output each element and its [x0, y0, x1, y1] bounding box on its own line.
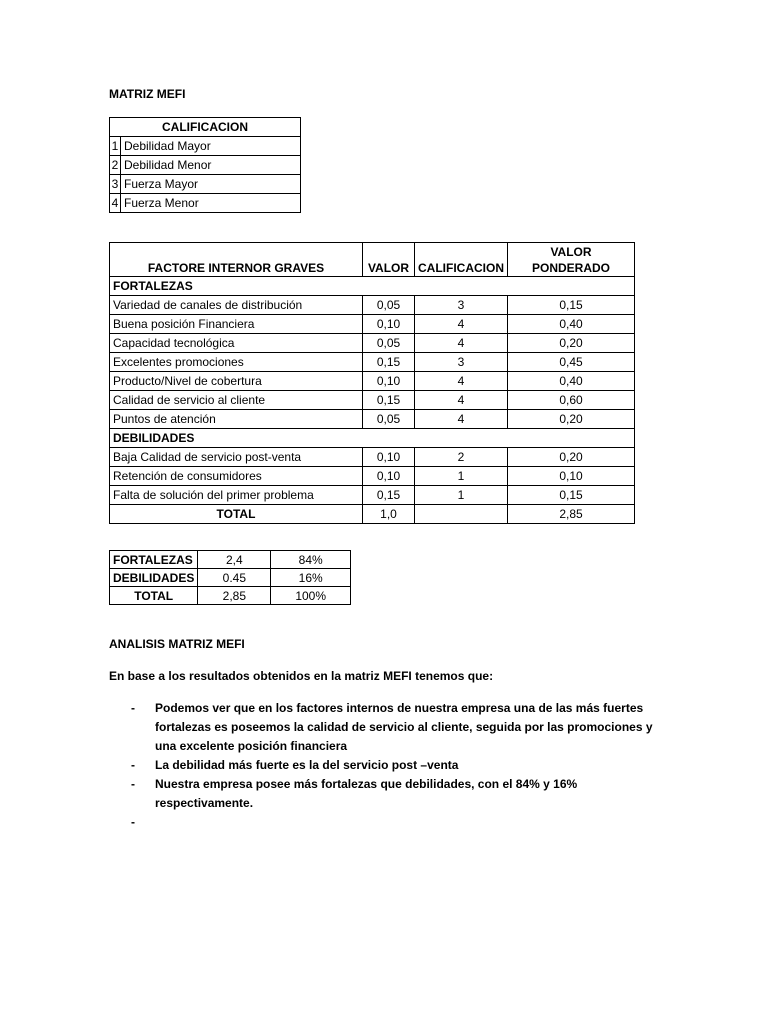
factor-cell: Puntos de atención	[110, 410, 363, 429]
section-label-fortalezas: FORTALEZAS	[110, 277, 635, 296]
calificacion-cell: 3	[415, 296, 508, 315]
analysis-bullet-list	[109, 699, 659, 832]
table-row	[110, 315, 635, 334]
table-row	[110, 194, 301, 213]
rating-number: 3	[110, 175, 121, 194]
valor-cell: 0,05	[363, 296, 415, 315]
table-header-row	[110, 118, 301, 137]
valor-cell: 0,10	[363, 315, 415, 334]
summary-table	[109, 550, 351, 605]
table-row	[110, 486, 635, 505]
calificacion-cell: 1	[415, 467, 508, 486]
valor-cell: 0,05	[363, 410, 415, 429]
list-item	[109, 699, 659, 756]
ponderado-cell: 0,20	[508, 410, 635, 429]
ponderado-cell: 0,20	[508, 448, 635, 467]
ponderado-cell: 0,40	[508, 372, 635, 391]
factor-cell: Capacidad tecnológica	[110, 334, 363, 353]
section-row-fortalezas	[110, 277, 635, 296]
header-ponderado-line2: PONDERADO	[531, 260, 610, 275]
rating-label: Debilidad Menor	[121, 156, 301, 175]
factor-cell: Calidad de servicio al cliente	[110, 391, 363, 410]
header-valor-ponderado	[508, 243, 635, 277]
list-item	[109, 813, 659, 832]
total-calificacion	[415, 505, 508, 524]
summary-label: TOTAL	[110, 587, 198, 605]
rating-number: 1	[110, 137, 121, 156]
factor-cell: Baja Calidad de servicio post-venta	[110, 448, 363, 467]
calificacion-cell: 4	[415, 410, 508, 429]
summary-percent: 84%	[271, 551, 351, 569]
summary-label: FORTALEZAS	[110, 551, 198, 569]
rating-label: Fuerza Mayor	[121, 175, 301, 194]
calificacion-cell: 4	[415, 315, 508, 334]
bullet-text: Podemos ver que en los factores internos de nuestra empresa una de las más fuertes fortalezas es poseemos la calidad de servicio al cliente, seguida por las promociones y una excelente posición financiera	[155, 701, 653, 753]
header-calificacion: CALIFICACION	[415, 243, 508, 277]
table-row	[110, 587, 351, 605]
list-item	[109, 775, 659, 813]
factor-cell: Producto/Nivel de cobertura	[110, 372, 363, 391]
table-row	[110, 353, 635, 372]
header-ponderado-line1: VALOR	[550, 244, 592, 259]
table-row	[110, 156, 301, 175]
factor-cell: Excelentes promociones	[110, 353, 363, 372]
header-valor: VALOR	[363, 243, 415, 277]
analysis-intro: En base a los resultados obtenidos en la matriz MEFI tenemos que:	[109, 669, 494, 683]
factor-cell: Buena posición Financiera	[110, 315, 363, 334]
calificacion-cell: 4	[415, 391, 508, 410]
summary-percent: 16%	[271, 569, 351, 587]
dash-marker: -	[131, 758, 135, 772]
table-row	[110, 448, 635, 467]
analysis-title: ANALISIS MATRIZ MEFI	[109, 637, 245, 651]
factor-cell: Falta de solución del primer problema	[110, 486, 363, 505]
valor-cell: 0,15	[363, 391, 415, 410]
calificacion-table	[109, 117, 301, 213]
summary-value: 2,85	[198, 587, 271, 605]
summary-value: 0.45	[198, 569, 271, 587]
rating-number: 4	[110, 194, 121, 213]
valor-cell: 0,10	[363, 372, 415, 391]
total-valor: 1,0	[363, 505, 415, 524]
ponderado-cell: 0,15	[508, 296, 635, 315]
dash-marker: -	[131, 701, 135, 715]
total-row	[110, 505, 635, 524]
valor-cell: 0,05	[363, 334, 415, 353]
rating-label: Debilidad Mayor	[121, 137, 301, 156]
valor-cell: 0,15	[363, 353, 415, 372]
document-title: MATRIZ MEFI	[109, 87, 186, 101]
calificacion-cell: 4	[415, 372, 508, 391]
table-row	[110, 391, 635, 410]
header-factor: FACTORE INTERNOR GRAVES	[110, 243, 363, 277]
ponderado-cell: 0,15	[508, 486, 635, 505]
ponderado-cell: 0,60	[508, 391, 635, 410]
summary-label: DEBILIDADES	[110, 569, 198, 587]
bullet-text: Nuestra empresa posee más fortalezas que debilidades, con el 84% y 16% respectivamente.	[155, 777, 578, 810]
valor-cell: 0,10	[363, 467, 415, 486]
calificacion-header: CALIFICACION	[110, 118, 301, 137]
mefi-table	[109, 242, 635, 524]
table-row	[110, 569, 351, 587]
table-row	[110, 372, 635, 391]
table-row	[110, 467, 635, 486]
table-header-row	[110, 243, 635, 277]
summary-value: 2,4	[198, 551, 271, 569]
bullet-text: La debilidad más fuerte es la del servicio post –venta	[155, 758, 459, 772]
table-row	[110, 410, 635, 429]
valor-cell: 0,10	[363, 448, 415, 467]
factor-cell: Retención de consumidores	[110, 467, 363, 486]
calificacion-cell: 4	[415, 334, 508, 353]
table-row	[110, 175, 301, 194]
factor-cell: Variedad de canales de distribución	[110, 296, 363, 315]
calificacion-cell: 1	[415, 486, 508, 505]
ponderado-cell: 0,45	[508, 353, 635, 372]
section-row-debilidades	[110, 429, 635, 448]
rating-number: 2	[110, 156, 121, 175]
total-ponderado: 2,85	[508, 505, 635, 524]
ponderado-cell: 0,40	[508, 315, 635, 334]
dash-marker: -	[131, 815, 135, 829]
section-label-debilidades: DEBILIDADES	[110, 429, 635, 448]
calificacion-cell: 2	[415, 448, 508, 467]
table-row	[110, 551, 351, 569]
table-row	[110, 296, 635, 315]
ponderado-cell: 0,10	[508, 467, 635, 486]
table-row	[110, 137, 301, 156]
list-item	[109, 756, 659, 775]
valor-cell: 0,15	[363, 486, 415, 505]
calificacion-cell: 3	[415, 353, 508, 372]
total-label: TOTAL	[110, 505, 363, 524]
table-row	[110, 334, 635, 353]
rating-label: Fuerza Menor	[121, 194, 301, 213]
ponderado-cell: 0,20	[508, 334, 635, 353]
summary-percent: 100%	[271, 587, 351, 605]
dash-marker: -	[131, 777, 135, 791]
